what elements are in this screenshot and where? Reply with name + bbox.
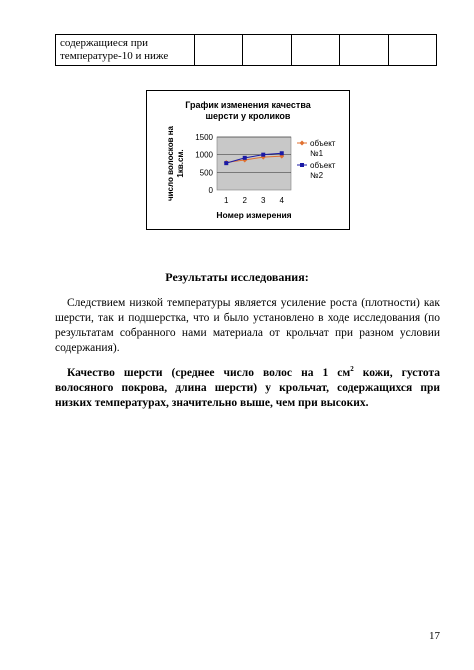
line-chart (146, 90, 350, 230)
table-cell (340, 35, 388, 66)
x-tick-label: 4 (279, 196, 284, 205)
y-tick-label: 500 (199, 168, 213, 178)
data-point (243, 156, 247, 160)
y-tick-label: 1500 (195, 133, 213, 142)
y-axis-label (166, 125, 185, 201)
legend-marker (300, 141, 305, 146)
x-tick-label: 3 (261, 196, 266, 205)
data-point (224, 161, 228, 165)
paragraph-2-text-a: Качество шерсти (среднее число волос на 1 см (67, 366, 351, 379)
table-row (56, 35, 437, 66)
x-axis-label: Номер измерения (216, 210, 292, 220)
results-heading: Результаты исследования: (165, 270, 309, 284)
results-paragraph-1: Следствием низкой температуры является усиление роста (плотности) как шерсти, так и подшерстка, что и было установлено в ходе исследования (по результатам собранного нами материала от крольчат при разном условии содержания). (55, 297, 440, 354)
data-point (280, 151, 284, 155)
chart-title-line-2: шерсти у кроликов (205, 111, 291, 121)
chart-canvas (147, 91, 349, 229)
table-cell (291, 35, 339, 66)
legend-marker (300, 163, 304, 167)
results-paragraph-2 (55, 362, 440, 411)
y-axis-label-line: число волосков на (166, 125, 175, 202)
table-cell (195, 35, 243, 66)
legend-label: объект (310, 139, 336, 148)
table-cell (243, 35, 291, 66)
superscript: 2 (350, 365, 354, 373)
data-table (55, 34, 437, 66)
page-number: 17 (429, 630, 440, 642)
data-point (261, 153, 265, 157)
legend-label: объект (310, 161, 336, 170)
legend-label: №1 (310, 149, 324, 158)
table-cell (388, 35, 436, 66)
x-tick-label: 1 (224, 196, 229, 205)
y-tick-label: 0 (208, 186, 213, 195)
y-tick-label: 1000 (195, 150, 213, 160)
x-tick-label: 2 (242, 196, 247, 205)
paragraph-2-text-b: кожи, густота волосяного покрова, длина шерсти) у крольчат, содержащихся при низких температурах, значительно выше, чем при высоких. (55, 366, 440, 409)
legend-label: №2 (310, 171, 324, 180)
chart-title-line-1: График изменения качества (185, 100, 311, 110)
y-axis-label-line: 1кв.см. (176, 149, 185, 178)
table-row-label: содержащиеся при температуре-10 и ниже (56, 35, 195, 66)
